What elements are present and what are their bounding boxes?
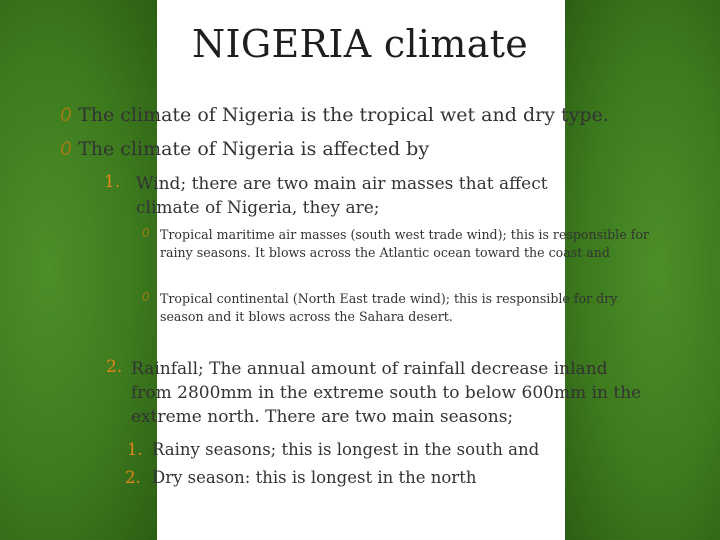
season-number: 2. [125,468,141,487]
season-number: 1. [127,440,143,459]
slide-title: NIGERIA climate [191,22,529,66]
flag-stripe-left-green [0,0,157,540]
intro-point-text: The climate of Nigeria is the tropical wet and dry type. [78,104,609,126]
bullet-icon: 0 [142,290,150,304]
factor-number: 2. [106,357,123,377]
factor-rainfall-text: Rainfall; The annual amount of rainfall decrease inland from 2800mm in the extreme south to below 600mm in the extreme north. There are two main seasons; [131,359,642,427]
season-item: Rainy seasons; this is longest in the south and [152,440,540,459]
wind-subpoint: Tropical continental (North East trade wind); this is responsible for dry season and it blows across the Sahara desert. [160,291,618,324]
bullet-icon: 0 [142,226,150,240]
wind-subpoint: Tropical maritime air masses (south west trade wind); this is responsible for rainy seasons. It blows across the Atlantic ocean toward the coast and [160,227,649,260]
intro-point [60,104,609,126]
factor-number: 1. [104,172,121,192]
season-item: Dry season: this is longest in the north [152,468,477,487]
flag-stripe-middle-white [157,0,565,540]
intro-point-text: The climate of Nigeria is affected by [78,138,430,160]
flag-stripe-right-green [565,0,720,540]
bullet-icon: 0 [60,104,73,126]
intro-point [60,138,429,160]
bullet-icon: 0 [60,138,73,160]
factor-wind-text: Wind; there are two main air masses that affect climate of Nigeria, they are; [136,174,548,218]
